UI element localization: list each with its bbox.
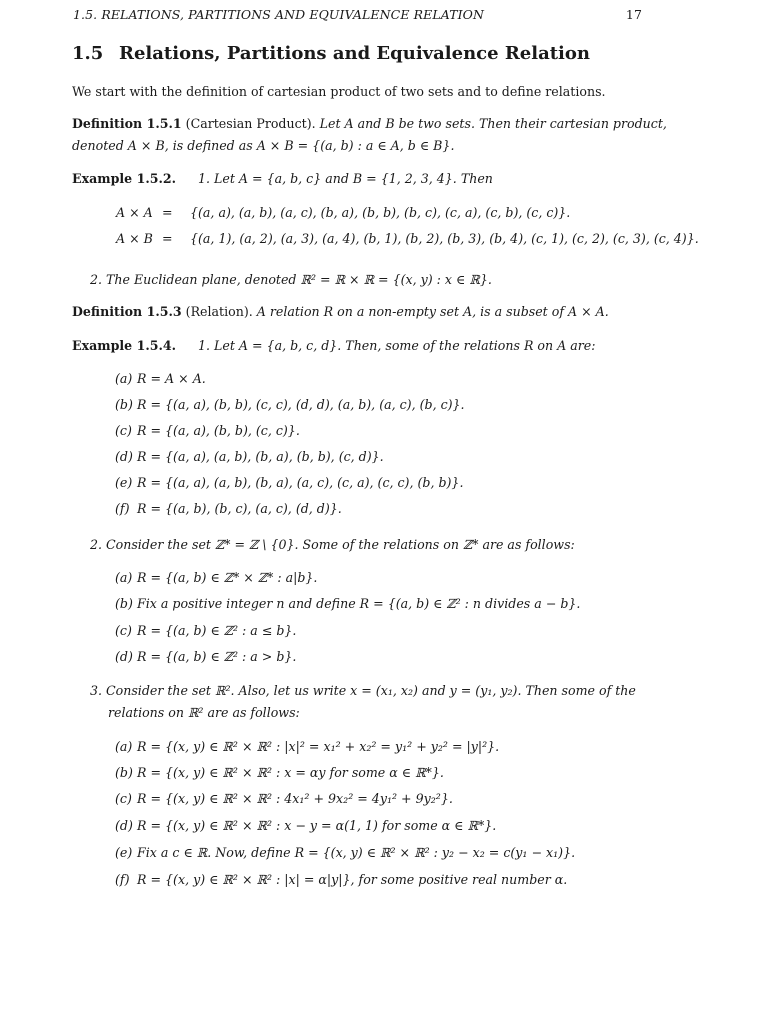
list-item-text: R = {(x, y) ∈ ℝ² × ℝ² : |x| = α|y|}, for some positive real number α. <box>137 872 568 887</box>
list-item-label: (b) <box>115 596 133 611</box>
list-item-text: R = {(x, y) ∈ ℝ² × ℝ² : x − y = α(1, 1) for some α ∈ ℝ*}. <box>137 818 497 833</box>
definition-name: (Relation). <box>185 304 253 319</box>
example-item: 1. Let A = {a, b, c} and B = {1, 2, 3, 4}. Then <box>198 171 493 186</box>
list-item <box>115 788 453 810</box>
intro-paragraph: We start with the definition of cartesian product of two sets and to define relations. <box>72 84 606 99</box>
list-item <box>115 815 496 837</box>
definition-1-5-3 <box>72 301 668 323</box>
equation-rel: = <box>162 231 173 246</box>
list-item <box>115 567 317 589</box>
example-1-5-2 <box>72 168 668 190</box>
list-item-label: (f) <box>115 872 130 887</box>
list-item <box>115 869 567 891</box>
list-item-text: R = {(x, y) ∈ ℝ² × ℝ² : |x|² = x₁² + x₂² = y₁² + y₂² = |y|²}. <box>137 739 500 754</box>
list-item <box>115 472 463 494</box>
list-item-label: (f) <box>115 501 130 516</box>
list-item-label: (a) <box>115 739 133 754</box>
list-item-label: (d) <box>115 818 133 833</box>
list-item-label: (e) <box>115 475 133 490</box>
list-item-label: (c) <box>115 423 132 438</box>
list-item-text: R = {(a, b), (b, c), (a, c), (d, d)}. <box>137 501 342 516</box>
list-item <box>115 446 384 468</box>
example-item: 3. Consider the set ℝ². Also, let us write x = (x₁, x₂) and y = (y₁, y₂). Then some of the <box>90 683 636 698</box>
list-item <box>115 420 300 442</box>
list-item-label: (d) <box>115 649 133 664</box>
list-item-text: R = {(a, b) ∈ ℤ² : a > b}. <box>137 649 297 664</box>
list-item-label: (b) <box>115 397 133 412</box>
list-item-label: (a) <box>115 570 133 585</box>
list-item <box>115 736 499 758</box>
list-item-label: (c) <box>115 623 132 638</box>
definition-text: denoted A × B, is defined as A × B = {(a, b) : a ∈ A, b ∈ B}. <box>72 138 455 153</box>
list-item-text: R = {(x, y) ∈ ℝ² × ℝ² : 4x₁² + 9x₂² = 4y₁² + 9y₂²}. <box>137 791 453 806</box>
list-item-text: R = {(a, a), (b, b), (c, c), (d, d), (a, b), (a, c), (b, c)}. <box>137 397 465 412</box>
list-item <box>115 620 296 642</box>
list-item-text: R = {(a, a), (a, b), (b, a), (b, b), (c, d)}. <box>137 449 384 464</box>
section-heading <box>72 43 590 64</box>
list-item <box>115 762 444 784</box>
example-item: 1. Let A = {a, b, c, d}. Then, some of the relations R on A are: <box>198 338 596 353</box>
list-item <box>115 842 575 864</box>
equation-rhs: {(a, a), (a, b), (a, c), (b, a), (b, b), (b, c), (c, a), (c, b), (c, c)}. <box>190 205 571 220</box>
list-item-label: (e) <box>115 845 133 860</box>
equation-rel: = <box>162 205 173 220</box>
equation-lhs: A × B <box>116 231 153 246</box>
example-label: Example 1.5.4. <box>72 338 177 353</box>
list-item-text: Fix a positive integer n and define R = {(a, b) ∈ ℤ² : n divides a − b}. <box>137 596 581 611</box>
example-item: 2. The Euclidean plane, denoted ℝ² = ℝ × ℝ = {(x, y) : x ∈ ℝ}. <box>90 272 492 287</box>
definition-1-5-1 <box>72 113 668 157</box>
equation-rhs: {(a, 1), (a, 2), (a, 3), (a, 4), (b, 1), (b, 2), (b, 3), (b, 4), (c, 1), (c, 2), (c, 3), (c, 4)}. <box>190 231 699 246</box>
section-number: 1.5 <box>72 43 104 64</box>
example-item: 2. Consider the set ℤ* = ℤ \ {0}. Some of the relations on ℤ* are as follows: <box>90 537 575 552</box>
list-item <box>115 646 296 668</box>
example-1-5-4 <box>72 335 668 357</box>
definition-text: A relation R on a non-empty set A, is a subset of A × A. <box>256 304 609 319</box>
list-item-label: (a) <box>115 371 133 386</box>
list-item <box>115 498 342 520</box>
list-item-label: (c) <box>115 791 132 806</box>
list-item-label: (d) <box>115 449 133 464</box>
list-item <box>115 368 206 390</box>
running-title: 1.5. RELATIONS, PARTITIONS AND EQUIVALENCE RELATION <box>73 7 485 22</box>
list-item-text: R = {(a, b) ∈ ℤ² : a ≤ b}. <box>137 623 297 638</box>
list-item-text: R = {(a, a), (a, b), (b, a), (a, c), (c, a), (c, c), (b, b)}. <box>137 475 464 490</box>
equation-row <box>116 202 570 224</box>
list-item-text: R = {(x, y) ∈ ℝ² × ℝ² : x = αy for some α ∈ ℝ*}. <box>137 765 444 780</box>
list-item <box>115 394 465 416</box>
list-item <box>115 593 580 615</box>
page-number: 17 <box>625 7 642 22</box>
definition-text: Let A and B be two sets. Then their cartesian product, <box>319 116 667 131</box>
definition-name: (Cartesian Product). <box>185 116 316 131</box>
example-item-continuation: relations on ℝ² are as follows: <box>108 705 300 720</box>
list-item-text: R = {(a, b) ∈ ℤ* × ℤ* : a|b}. <box>137 570 318 585</box>
equation-lhs: A × A <box>116 205 153 220</box>
running-header <box>73 7 642 22</box>
example-label: Example 1.5.2. <box>72 171 177 186</box>
definition-label: Definition 1.5.3 <box>72 304 182 319</box>
list-item-label: (b) <box>115 765 133 780</box>
list-item-text: Fix a c ∈ ℝ. Now, define R = {(x, y) ∈ ℝ² × ℝ² : y₂ − x₂ = c(y₁ − x₁)}. <box>137 845 576 860</box>
equation-row <box>116 228 699 250</box>
list-item-text: R = {(a, a), (b, b), (c, c)}. <box>137 423 300 438</box>
list-item-text: R = A × A. <box>137 371 206 386</box>
definition-label: Definition 1.5.1 <box>72 116 182 131</box>
section-title: Relations, Partitions and Equivalence Relation <box>119 43 590 64</box>
